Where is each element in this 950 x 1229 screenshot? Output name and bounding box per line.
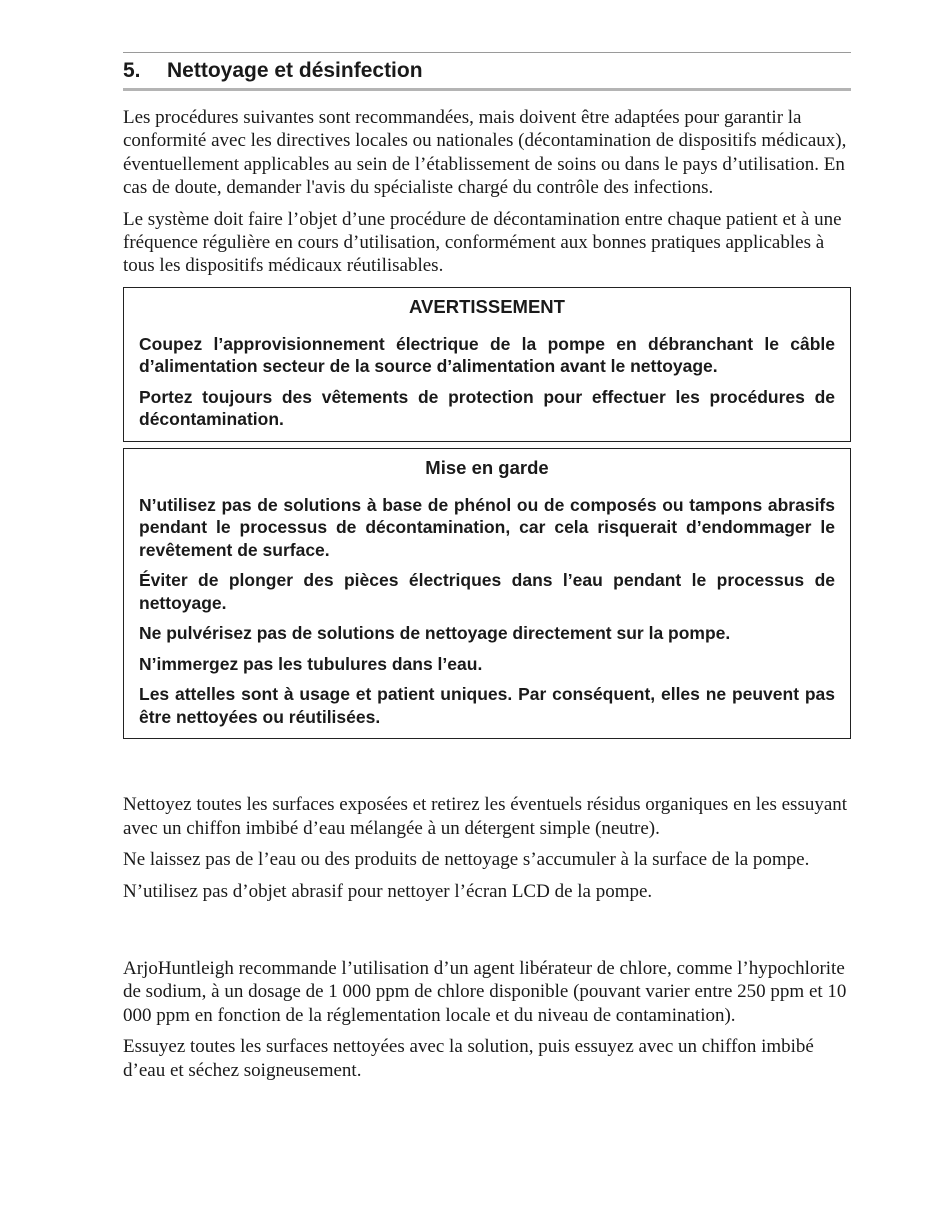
warning-paragraph: Portez toujours des vêtements de protection pour effectuer les procédures de décontamination. bbox=[139, 386, 835, 430]
caution-box bbox=[123, 448, 851, 740]
top-rule bbox=[123, 52, 851, 53]
warning-box bbox=[123, 287, 851, 442]
warning-paragraph: Coupez l’approvisionnement électrique de la pompe en débranchant le câble d’alimentation secteur de la source d’alimentation avant le nettoyage. bbox=[139, 333, 835, 377]
cleaning-paragraph: Nettoyez toutes les surfaces exposées et retirez les éventuels résidus organiques en les essuyant avec un chiffon imbibé d’eau mélangée à un détergent simple (neutre). bbox=[123, 794, 848, 839]
intro-paragraph: Les procédures suivantes sont recommandées, mais doivent être adaptées pour garantir la conformité avec les directives locales ou nationales (décontamination de dispositifs médicaux), éventuellement applicables au sein de l’établissement de soins ou dans le pays d’utilisation. En cas de doute, demander l'avis du spécialiste chargé du contrôle des infections. bbox=[123, 107, 847, 199]
heading-underline bbox=[123, 88, 851, 91]
caution-paragraph: Les attelles sont à usage et patient uniques. Par conséquent, elles ne peuvent pas être nettoyées ou réutilisées. bbox=[139, 684, 835, 727]
caution-paragraph: Éviter de plonger des pièces électriques dans l’eau pendant le processus de nettoyage. bbox=[139, 570, 835, 613]
disinfection-paragraph: Essuyez toutes les surfaces nettoyées avec la solution, puis essuyez avec un chiffon imbibé d’eau et séchez soigneusement. bbox=[123, 1036, 814, 1081]
section-title: Nettoyage et désinfection bbox=[167, 59, 423, 82]
caution-paragraph: N’utilisez pas de solutions à base de phénol ou de composés ou tampons abrasifs pendant le processus de décontamination, car cela risquerait d’endommager le revêtement de surface. bbox=[139, 494, 835, 560]
section-heading bbox=[123, 58, 851, 86]
warning-title: AVERTISSEMENT bbox=[409, 295, 565, 317]
intro-paragraph: Le système doit faire l’objet d’une procédure de décontamination entre chaque patient et à une fréquence régulière en cours d’utilisation, conformément aux bonnes pratiques applicables à tous les dispositifs médicaux réutilisables. bbox=[123, 208, 842, 277]
caution-paragraph: N’immergez pas les tubulures dans l’eau. bbox=[139, 653, 483, 674]
section-number: 5. bbox=[123, 59, 141, 82]
caution-title: Mise en garde bbox=[425, 456, 549, 478]
document-page bbox=[123, 52, 851, 1082]
disinfection-paragraph: ArjoHuntleigh recommande l’utilisation d’un agent libérateur de chlore, comme l’hypochlorite de sodium, à un dosage de 1 000 ppm de chlore disponible (pouvant varier entre 250 ppm et 10 000 ppm en fonction de la réglementation locale et du niveau de contamination). bbox=[123, 957, 847, 1026]
cleaning-paragraph: N’utilisez pas d’objet abrasif pour nettoyer l’écran LCD de la pompe. bbox=[123, 880, 653, 902]
caution-paragraph: Ne pulvérisez pas de solutions de nettoyage directement sur la pompe. bbox=[139, 623, 731, 644]
cleaning-paragraph: Ne laissez pas de l’eau ou des produits de nettoyage s’accumuler à la surface de la pompe. bbox=[123, 849, 810, 871]
